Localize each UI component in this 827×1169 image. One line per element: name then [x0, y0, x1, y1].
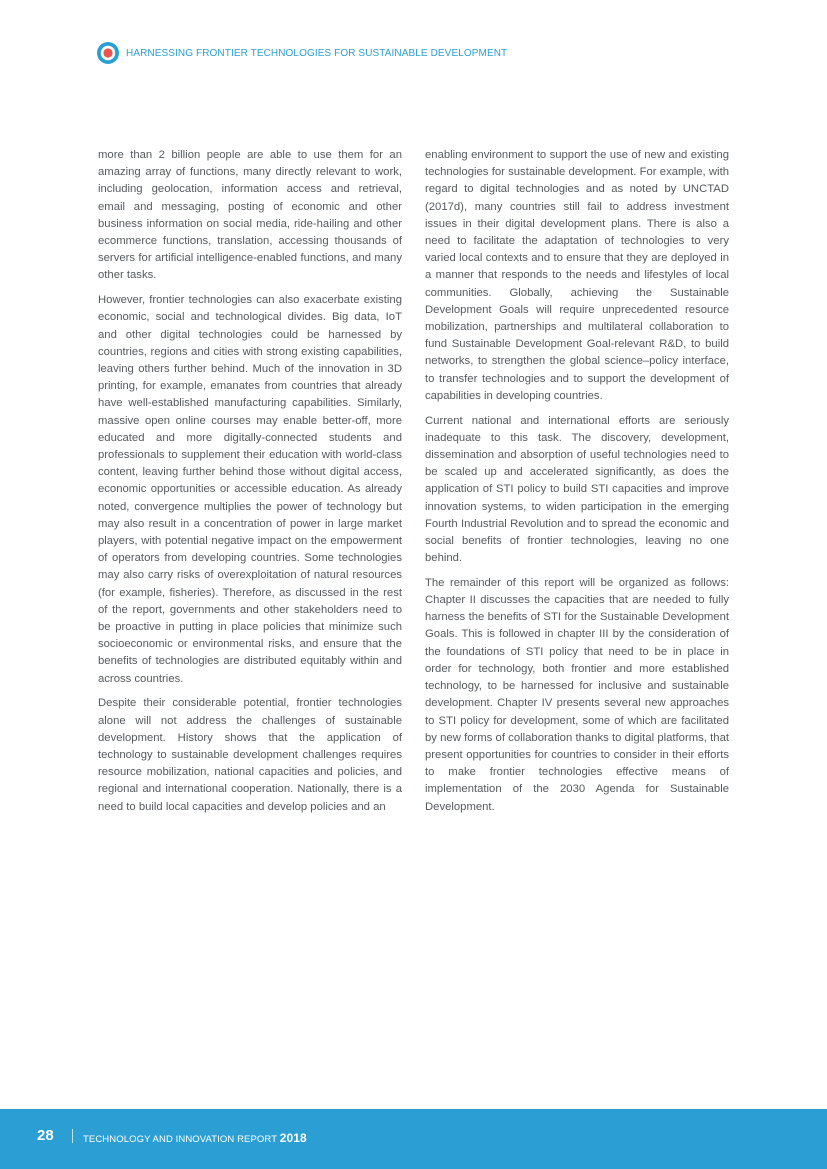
- paragraph: Current national and international efforts are seriously inadequate to this task. The discovery, development, dissemination and absorption of useful technologies need to be scaled up and accelerated significantly, as does the application of STI policy to build STI capacities and improve innovation systems, to widen participation in the emerging Fourth Industrial Revolution and to spread the economic and social benefits of frontier technologies, leaving no one behind.: [425, 414, 729, 565]
- report-year: 2018: [279, 1131, 307, 1145]
- report-title: TECHNOLOGY AND INNOVATION REPORT: [83, 1134, 277, 1145]
- right-column: [425, 147, 729, 823]
- paragraph: The remainder of this report will be organized as follows: Chapter II discusses the capacities that are needed to fully harness the benefits of STI for the Sustainable Development Goals. This is followed in chapter III by the consideration of the foundations of STI policy that need to be in place in order for technology, both frontier and more established technology, to be harnessed for inclusive and sustainable development. Chapter IV presents several new approaches to STI policy for development, some of which are facilitated by new forms of collaboration thanks to digital platforms, that present opportunities for countries to consider in their efforts to make frontier technologies effective means of implementation of the 2030 Agenda for Sustainable Development.: [425, 576, 729, 813]
- paragraph: Despite their considerable potential, frontier technologies alone will not address the challenges of sustainable development. History shows that the application of technology to sustainable development challenges requires resource mobilization, national capacities and policies, and regional and international cooperation. Nationally, there is a need to build local capacities and develop policies and an: [98, 697, 402, 813]
- paragraph: more than 2 billion people are able to use them for an amazing array of functions, many directly relevant to work, including geolocation, information access and retrieval, email and messaging, posting of economic and other business information on social media, ride-hailing and other ecommerce functions, translation, accessing thousands of servers for artificial intelligence-enabled functions, and many other tasks.: [98, 149, 402, 282]
- page-footer: [0, 1109, 827, 1169]
- header-title: HARNESSING FRONTIER TECHNOLOGIES FOR SUSTAINABLE DEVELOPMENT: [126, 47, 508, 59]
- page-number: 28: [37, 1127, 54, 1144]
- footer-report-title: [83, 1131, 307, 1145]
- footer-divider: [72, 1129, 73, 1143]
- running-header: [97, 42, 507, 64]
- left-column: [98, 147, 402, 823]
- paragraph: However, frontier technologies can also exacerbate existing economic, social and technological divides. Big data, IoT and other digital technologies could be harnessed by countries, regions and cities with strong existing capabilities, leaving others further behind. Much of the innovation in 3D printing, for example, emanates from countries that already have well-established manufacturing capabilities. Similarly, massive open online courses may enable better-off, more educated and more digitally-connected students and professionals to supplement their education with world-class content, leaving further behind those without digital access, economic opportunities or accessible education. As already noted, convergence multiplies the power of technology but may also result in a concentration of power in large market players, with potential negative impact on the empowerment of operators from developing countries. Some technologies may also carry risks of overexploitation of natural resources (for example, fisheries). Therefore, as discussed in the rest of the report, governments and other stakeholders need to be proactive in putting in place policies that minimize such socioeconomic or environmental risks, and ensure that the benefits of technologies are distributed equitably within and across countries.: [98, 294, 402, 685]
- target-logo-icon: [97, 42, 119, 64]
- paragraph: enabling environment to support the use of new and existing technologies for sustainable development. For example, with regard to digital technologies and as noted by UNCTAD (2017d), many countries still fail to address investment issues in their digital development plans. There is also a need to facilitate the adaptation of technologies to very varied local contexts and to ensure that they are deployed in a manner that responds to the needs and lifestyles of local communities. Globally, achieving the Sustainable Development Goals will require unprecedented resource mobilization, partnerships and multilateral collaboration to fund Sustainable Development Goal-relevant R&D, to build networks, to strengthen the global science–policy interface, to transfer technologies and to support the development of capabilities in developing countries.: [425, 149, 729, 402]
